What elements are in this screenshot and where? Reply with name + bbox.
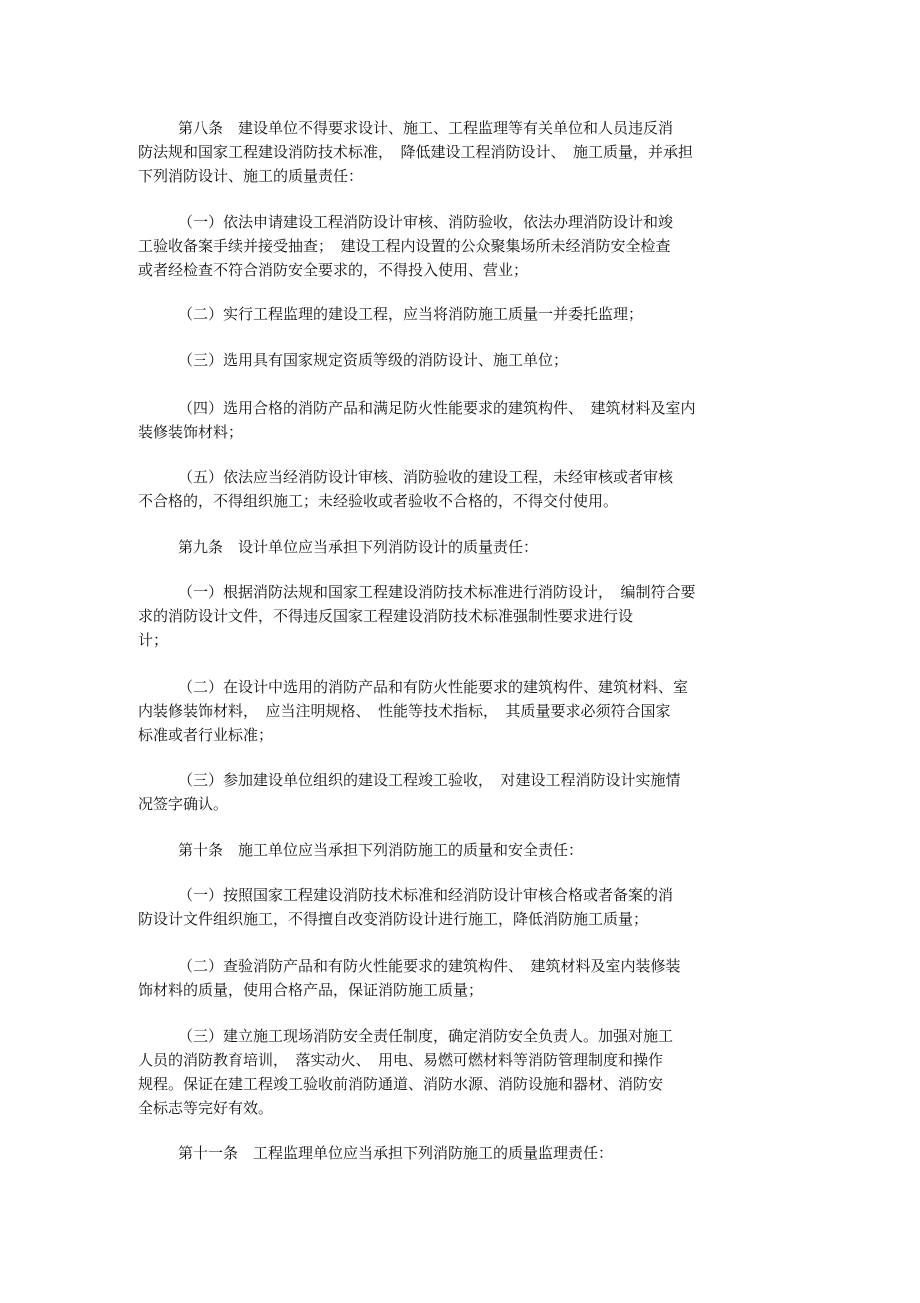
text-line: （二）实行工程监理的建设工程，应当将消防施工质量一并委托监理；	[178, 305, 644, 323]
text-line: （四）选用合格的消防产品和满足防火性能要求的建筑构件、 建筑材料及室内	[178, 399, 696, 417]
text-line: 第十一条 工程监理单位应当承担下列消防施工的质量监理责任：	[178, 1144, 614, 1162]
text-line: （一）依法申请建设工程消防设计审核、消防验收，依法办理消防设计和竣	[178, 213, 674, 231]
article-10-paragraph	[138, 838, 778, 862]
article-11-paragraph	[138, 1141, 778, 1165]
article-8-item-2	[138, 302, 778, 326]
text-line: （三）选用具有国家规定资质等级的消防设计、施工单位；	[178, 351, 569, 369]
text-line: 第十条 施工单位应当承担下列消防施工的质量和安全责任：	[178, 841, 584, 859]
text-line: 装修装饰材料；	[138, 423, 244, 441]
text-line: 不合格的，不得组织施工；未经验收或者验收不合格的，不得交付使用。	[138, 492, 619, 510]
text-line: 工验收备案手续并接受抽查； 建设工程内设置的公众聚集场所未经消防安全检查	[138, 237, 671, 255]
text-line: 计；	[138, 631, 169, 649]
text-line: 人员的消防教育培训， 落实动火、 用电、易燃可燃材料等消防管理制度和操作	[138, 1051, 664, 1069]
text-line: 求的消防设计文件，不得违反国家工程建设消防技术标准强制性要求进行设	[138, 607, 634, 625]
text-line: （五）依法应当经消防设计审核、消防验收的建设工程，未经审核或者审核	[178, 468, 674, 486]
article-10-item-3	[138, 1024, 778, 1120]
text-line: 下列消防设计、施工的质量责任：	[138, 167, 364, 185]
text-line: 或者经检查不符合消防安全要求的，不得投入使用、营业；	[138, 261, 529, 279]
text-line: （一）按照国家工程建设消防技术标准和经消防设计审核合格或者备案的消	[178, 886, 674, 904]
article-9-paragraph	[138, 535, 778, 559]
article-9-item-2	[138, 675, 778, 747]
text-line: （二）查验消防产品和有防火性能要求的建筑构件、 建筑材料及室内装修装	[178, 957, 681, 975]
text-line: 标准或者行业标准；	[138, 726, 274, 744]
text-line: 规程。保证在建工程竣工验收前消防通道、消防水源、消防设施和器材、消防安	[138, 1075, 664, 1093]
text-line: （三）建立施工现场消防安全责任制度，确定消防安全负责人。加强对施工	[178, 1027, 674, 1045]
article-9-item-3	[138, 768, 778, 816]
text-line: （二）在设计中选用的消防产品和有防火性能要求的建筑构件、建筑材料、室	[178, 678, 689, 696]
article-9-item-1	[138, 580, 778, 652]
article-10-item-1	[138, 883, 778, 931]
text-line: （三）参加建设单位组织的建设工程竣工验收， 对建设工程消防设计实施情	[178, 771, 681, 789]
text-line: 况签字确认。	[138, 795, 229, 813]
text-line: 全标志等完好有效。	[138, 1099, 274, 1117]
text-line: 防法规和国家工程建设消防技术标准， 降低建设工程消防设计、 施工质量，并承担	[138, 143, 694, 161]
text-line: （一）根据消防法规和国家工程建设消防技术标准进行消防设计， 编制符合要	[178, 583, 696, 601]
text-line: 第八条 建设单位不得要求设计、施工、工程监理等有关单位和人员违反消	[178, 119, 674, 137]
article-10-item-2	[138, 954, 778, 1002]
article-8-item-4	[138, 396, 778, 444]
article-8-item-3	[138, 348, 778, 372]
article-8-paragraph	[138, 116, 778, 188]
text-line: 第九条 设计单位应当承担下列消防设计的质量责任：	[178, 538, 539, 556]
article-8-item-1	[138, 210, 778, 282]
text-line: 防设计文件组织施工，不得擅自改变消防设计进行施工，降低消防施工质量；	[138, 910, 649, 928]
text-line: 内装修装饰材料， 应当注明规格、 性能等技术指标， 其质量要求必须符合国家	[138, 702, 671, 720]
text-line: 饰材料的质量，使用合格产品，保证消防施工质量；	[138, 981, 484, 999]
article-8-item-5	[138, 465, 778, 513]
